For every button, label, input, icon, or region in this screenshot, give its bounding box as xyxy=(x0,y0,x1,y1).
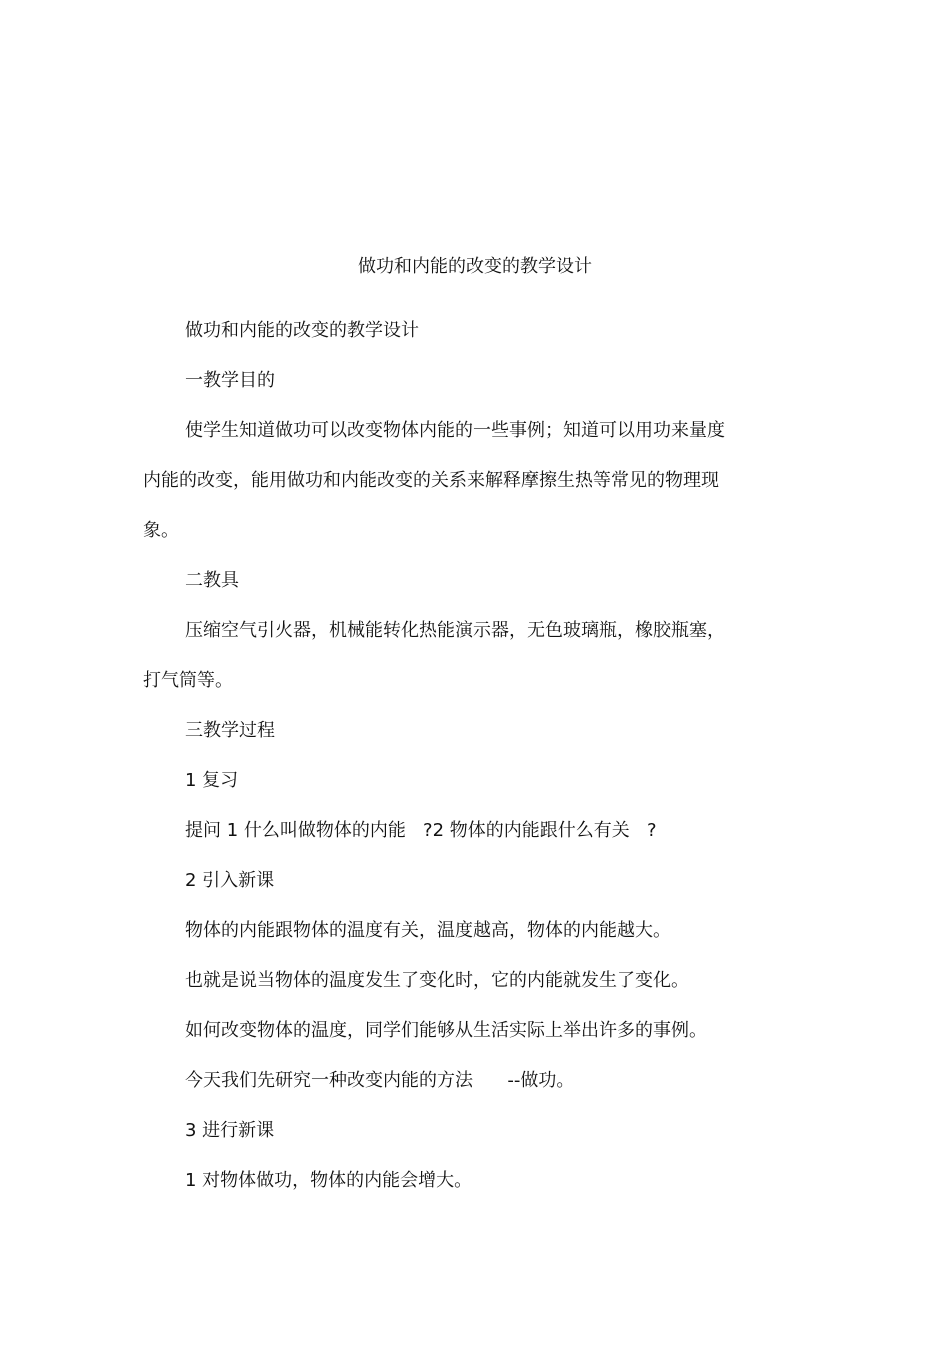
subtitle-line: 做功和内能的改变的教学设计 xyxy=(185,320,419,341)
subheading-introduction: 2 引入新课 xyxy=(185,870,275,891)
paragraph-line: 如何改变物体的温度，同学们能够从生活实际上举出许多的事例。 xyxy=(185,1020,707,1041)
section-heading-process: 三教学过程 xyxy=(185,720,275,741)
paragraph-line: 物体的内能跟物体的温度有关，温度越高，物体的内能越大。 xyxy=(185,920,671,941)
subheading-review: 1 复习 xyxy=(185,770,239,791)
paragraph-line: 使学生知道做功可以改变物体内能的一些事例；知道可以用功来量度 xyxy=(185,420,725,441)
paragraph-line: 压缩空气引火器，机械能转化热能演示器，无色玻璃瓶，橡胶瓶塞， xyxy=(185,620,725,641)
document-title: 做功和内能的改变的教学设计 xyxy=(358,256,592,277)
paragraph-line: 打气筒等。 xyxy=(143,670,233,691)
paragraph-line: 今天我们先研究一种改变内能的方法 --做功。 xyxy=(185,1070,575,1091)
paragraph-line: 也就是说当物体的温度发生了变化时，它的内能就发生了变化。 xyxy=(185,970,689,991)
section-heading-objectives: 一教学目的 xyxy=(185,370,275,391)
paragraph-line: 内能的改变，能用做功和内能改变的关系来解释摩擦生热等常见的物理现 xyxy=(143,470,719,491)
section-heading-equipment: 二教具 xyxy=(185,570,239,591)
paragraph-line: 1 对物体做功，物体的内能会增大。 xyxy=(185,1170,473,1191)
paragraph-line: 提问 1 什么叫做物体的内能 ?2 物体的内能跟什么有关 ? xyxy=(185,820,657,841)
paragraph-line: 象。 xyxy=(143,520,179,541)
subheading-new-lesson: 3 进行新课 xyxy=(185,1120,275,1141)
